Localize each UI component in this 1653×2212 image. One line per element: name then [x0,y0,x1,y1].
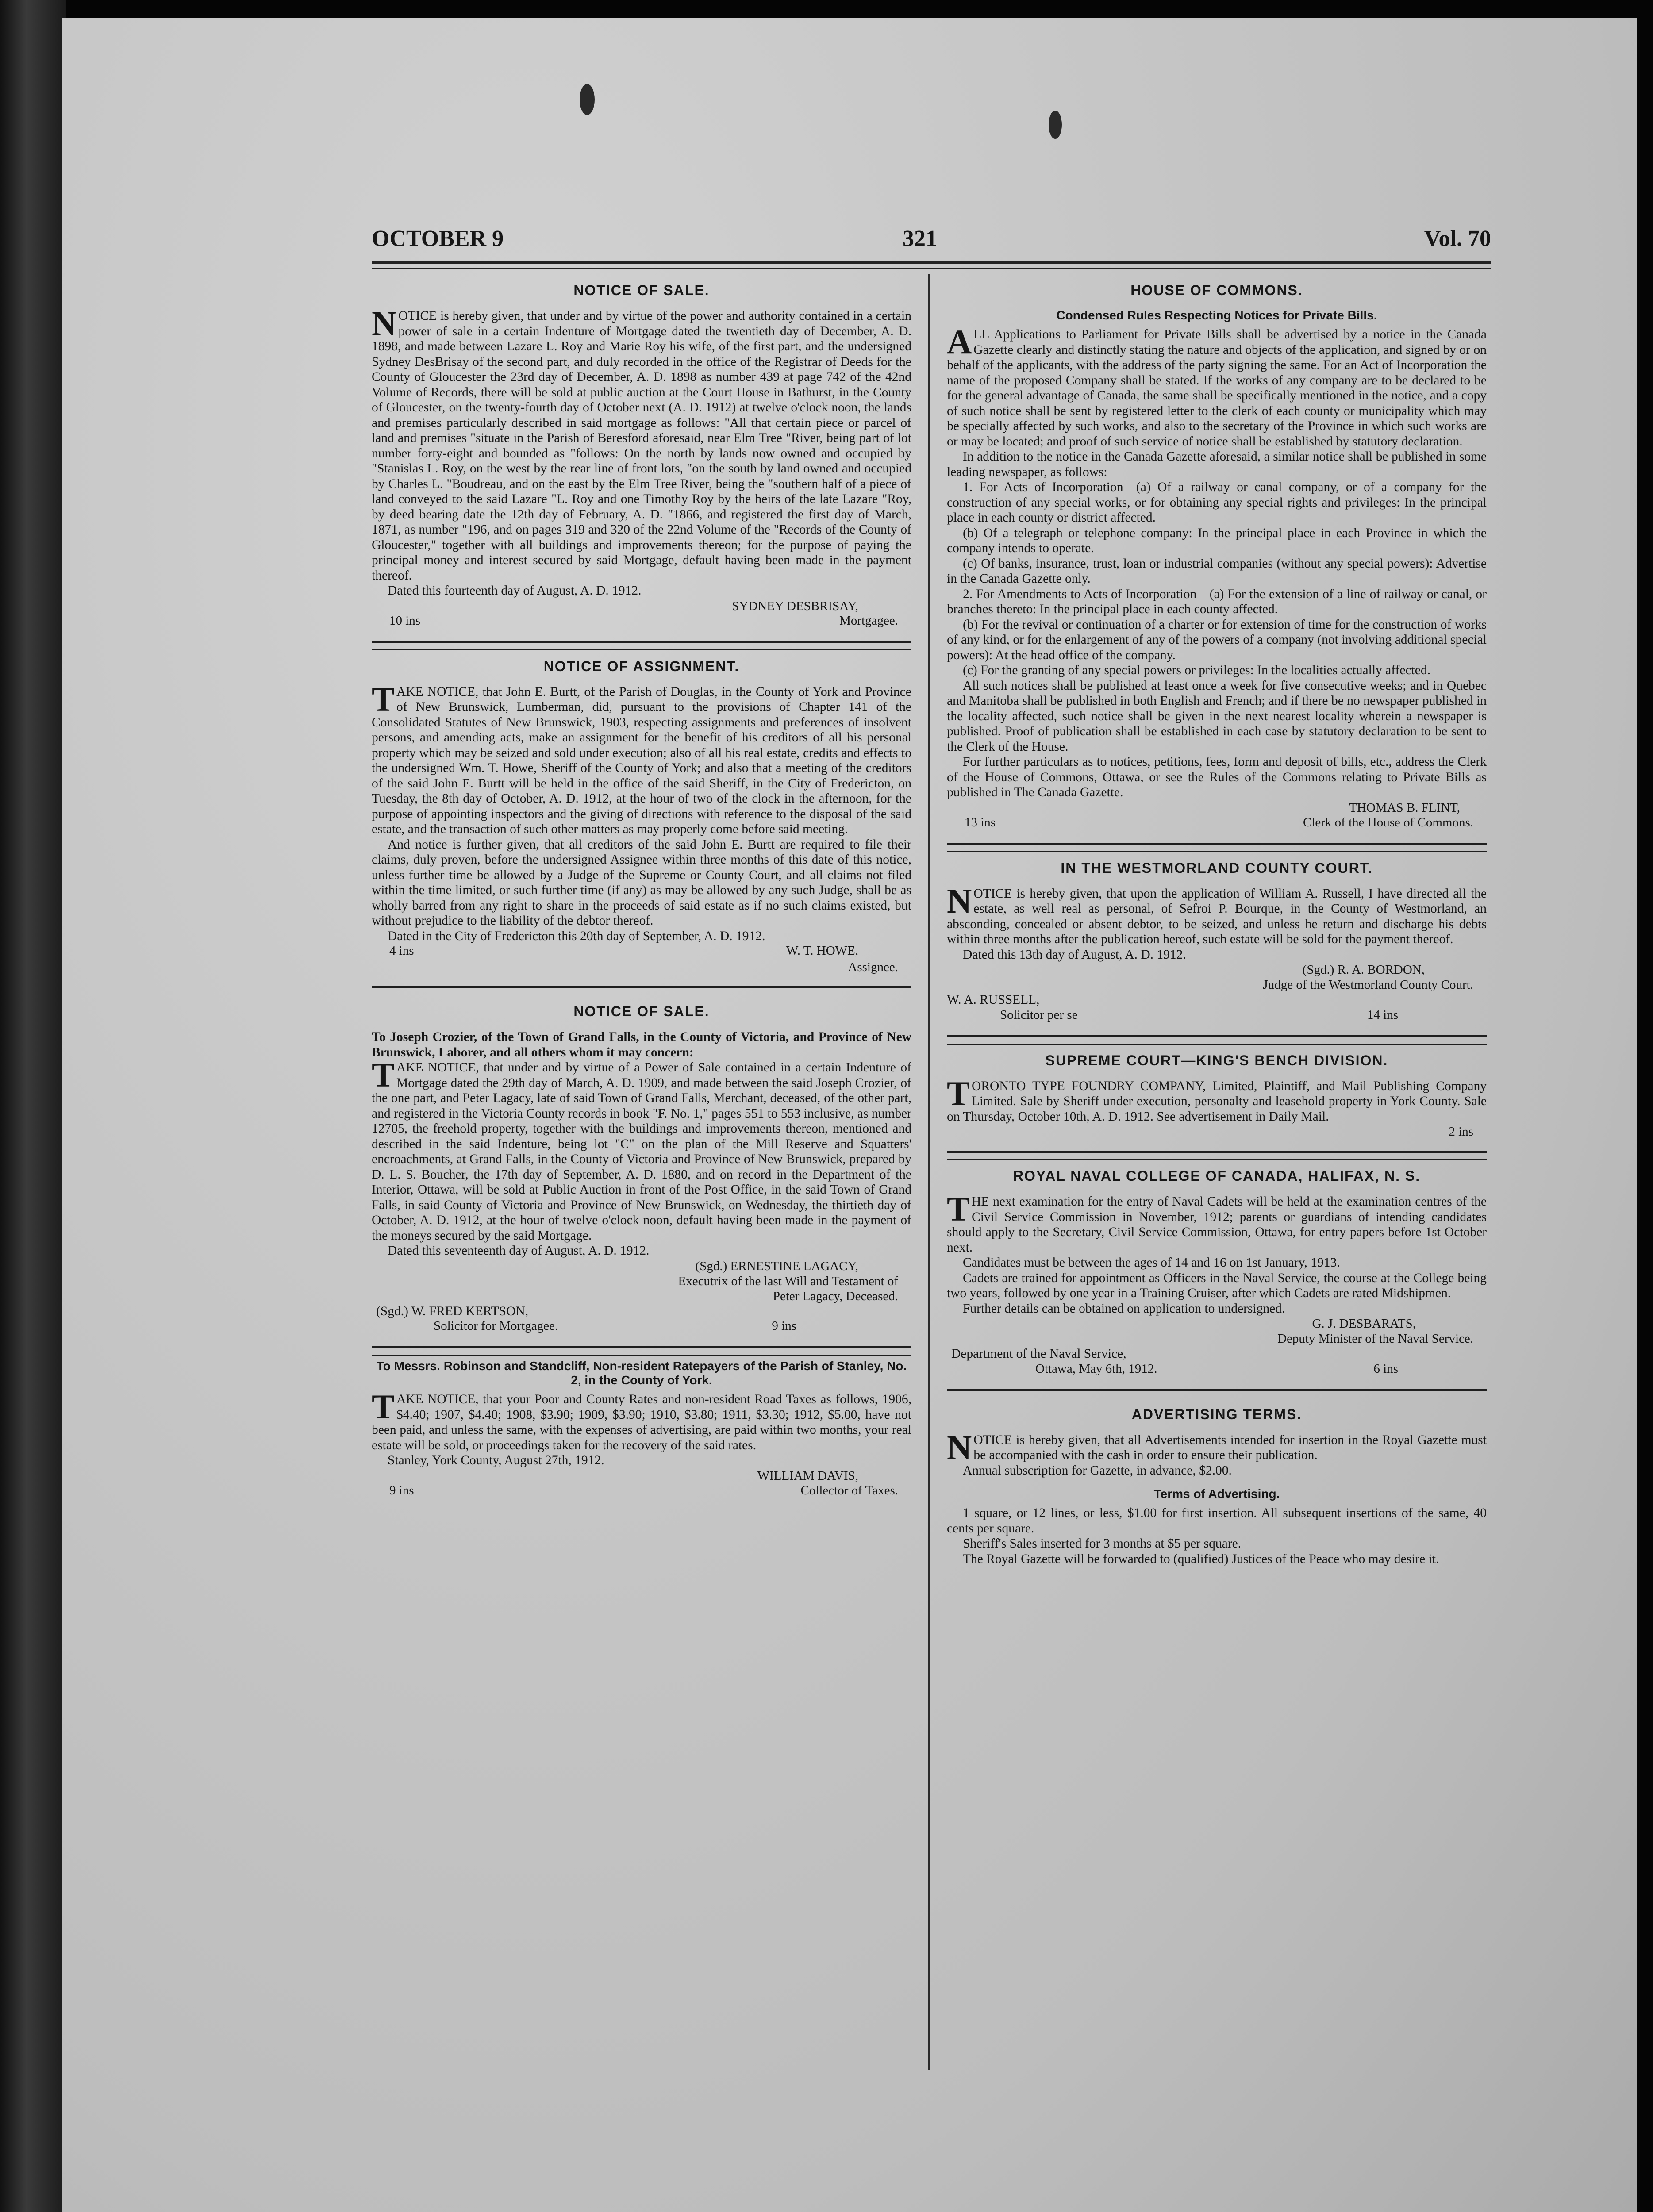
ink-mark [1049,111,1062,139]
left-column [372,274,911,1499]
notice-supreme-court [947,1052,1487,1140]
ink-mark [580,84,595,115]
notice-body: AKE NOTICE, that under and by virtue of a Power of Sale contained in a certain Indenture of Mortgage dated the 29th day of March, A. D. 1909, and made between the said Joseph Crozier, of the one part, and Peter Lagacy, late of said Town of Grand Falls, Merchant, deceased, of the other part, and registered in the Victoria County records in book "F. No. 1," pages 551 to 553 inclusive, as number 12705, the freehold property, together with the buildings and improvements thereon, mentioned and described in the said Indenture, being lot "C" on the plan of the Mill Reserve and Squatters' encroachments, at Grand Falls, in the County of Victoria and Province of New Brunswick, prepared by D. L. S. Boucher, the 17th day of September, A. D. 1880, and on record in the Department of the Interior, Ottawa, will be sold at Public Auction in front of the Post Office, in the said Town of Grand Falls, in said County of Victoria and Province of New Brunswick, on Wednesday, the thirtieth day of October, A. D. 1912, at the hour of twelve o'clock noon, default having been made in the payment of the moneys secured by the said Mortgage. [372,1060,911,1243]
solicitor-role: Solicitor per se [1000,1007,1078,1022]
notice-paragraph: (c) For the granting of any special powers or privileges: In the localities actually affected. [963,663,1430,677]
department-line: Department of the Naval Service, [951,1347,1126,1361]
notice-paragraph: All such notices shall be published at least once a week for five consecutive weeks; and in Quebec and Manitoba shall be published in both English and French; and if there be no newspaper published in the locality affected, such notice shall be given in the next nearest locality wherein a newspaper is published. Proof of publication shall be established in each case by statutory declaration to be sent to the Clerk of the House. [947,678,1487,754]
notice-paragraph: In addition to the notice in the Canada Gazette aforesaid, a similar notice shall be published in some leading newspaper, as follows: [947,449,1487,479]
notice-body: LL Applications to Parliament for Private Bills shall be advertised by a notice in the Canada Gazette clearly and distinctly stating the nature and objects of the application, and signed by or on behalf of the applicants, with the address of the party signing the same. For an Act of Incorporation the name of the proposed Company shall be stated. If the works of any company are to be declared to be for the general advantage of Canada, the same shall be specifically mentioned in the notice, and a copy of such notice shall be sent by registered letter to the clerk of each county or municipality which may be specially affected by such works, and also to the secretary of the Province in which such works are or may be located; and proof of such service of notice shall be established by statutory declaration. [947,327,1487,449]
drop-cap: T [372,1056,395,1094]
header-rule [372,261,1491,269]
notice-body: OTICE is hereby given, that upon the application of William A. Russell, I have directed all the estate, as well real as personal, of Sefroi P. Bourque, in the County of Westmorland, an absconding, concealed or absent debtor, to be seized, and unless he return and discharge his debts within three months after the publication hereof, such estate will be sold for the payment thereof. [947,886,1487,946]
section-rule [947,1151,1487,1160]
notice-title: HOUSE OF COMMONS. [1130,282,1303,298]
notice-title: ROYAL NAVAL COLLEGE OF CANADA, HALIFAX, N. S. [1013,1168,1421,1184]
notice-of-sale-crozier [372,1003,911,1335]
column-divider [928,274,930,2070]
section-rule [947,1035,1487,1045]
section-rule [947,1389,1487,1398]
notice-stanley-taxes [372,1359,911,1499]
notice-subtitle: Terms of Advertising. [1153,1487,1280,1501]
drop-cap: N [947,881,972,920]
notice-title: IN THE WESTMORLAND COUNTY COURT. [1061,860,1373,876]
header-date: OCTOBER 9 [372,226,504,251]
section-rule [372,986,911,995]
notice-signer: THOMAS B. FLINT, [1349,800,1460,815]
header-page-number: 321 [903,226,937,251]
notice-dated: Dated this seventeenth day of August, A. D. 1912. [388,1244,650,1258]
drop-cap: T [947,1190,970,1228]
notice-body-continued: And notice is further given, that all creditors of the said John E. Burtt are required to file their claims, duly proven, before the undersigned Assignee within three months of this date of this notice, unless further time be allowed by a Judge of the Supreme or County Court, and all claims not filed within the time limited, or such further time (if any) as may be allowed by any such Judge, shall be as wholly barred from any right to share in the proceeds of said estate as if no such claims existed, but without prejudice to the liability of the debtor thereof. [372,837,911,928]
notice-signer: SYDNEY DESBRISAY, [732,599,858,613]
notice-paragraph: Sheriff's Sales inserted for 3 months at $5 per square. [963,1536,1242,1551]
drop-cap: T [372,1387,395,1426]
notice-paragraph: (b) Of a telegraph or telephone company: In the principal place in each Province in which the company intends to operate. [947,526,1487,555]
notice-size: 10 ins [389,613,421,628]
notice-title: NOTICE OF ASSIGNMENT. [543,658,740,674]
drop-cap: N [947,1428,972,1467]
drop-cap: T [947,1074,970,1113]
notice-paragraph: Candidates must be between the ages of 14 and 16 on 1st January, 1913. [963,1256,1340,1270]
notice-role: Judge of the Westmorland County Court. [1263,978,1473,992]
notice-title: NOTICE OF SALE. [573,282,710,298]
notice-dated: Stanley, York County, August 27th, 1912. [388,1453,604,1467]
notice-role: Peter Lagacy, Deceased. [773,1289,898,1303]
section-rule [372,1346,911,1356]
notice-paragraph: Further details can be obtained on application to undersigned. [963,1301,1285,1316]
notice-advertising-terms [947,1406,1487,1567]
notice-role: Deputy Minister of the Naval Service. [1277,1332,1473,1346]
drop-cap: N [372,304,397,342]
header-volume: Vol. 70 [1424,226,1491,251]
place-date: Ottawa, May 6th, 1912. [1035,1361,1157,1376]
notice-title: NOTICE OF SALE. [573,1003,710,1019]
notice-size: 9 ins [389,1483,414,1498]
solicitor-role: Solicitor for Mortgagee. [434,1319,558,1333]
notice-of-sale-desbrisay [372,282,911,630]
notice-role: Executrix of the last Will and Testament of [678,1274,898,1288]
notice-size: 4 ins [389,944,414,958]
notice-title: SUPREME COURT—KING'S BENCH DIVISION. [1045,1052,1388,1068]
notice-westmorland-court [947,860,1487,1024]
notice-paragraph: 1 square, or 12 lines, or less, $1.00 for first insertion. All subsequent insertions of the same, 40 cents per square. [947,1506,1487,1536]
solicitor-name: W. A. RUSSELL, [947,993,1040,1007]
right-column [947,274,1487,1567]
notice-size: 14 ins [1367,1007,1398,1022]
notice-dated: Dated in the City of Fredericton this 20th day of September, A. D. 1912. [388,929,765,943]
book-binding-edge [0,0,66,2212]
notice-signer: G. J. DESBARATS, [1312,1317,1416,1331]
notice-size: 13 ins [965,815,996,830]
notice-body: ORONTO TYPE FOUNDRY COMPANY, Limited, Plaintiff, and Mail Publishing Company Limited. Sale by Sheriff under execution, personalty and leasehold property in York County. Sale on Thursday, October 10th, A. D. 1912. See advertisement in Daily Mail. [947,1079,1487,1124]
notice-signer: (Sgd.) ERNESTINE LAGACY, [695,1259,858,1273]
notice-body: OTICE is hereby given, that under and by virtue of the power and authority contained in a certain power of sale in a certain Indenture of Mortgage dated the twentieth day of December, A. D. 1898, and made between Lazare L. Roy and Marie Roy his wife, of the first part, and the undersigned Sydney DesBrisay of the second part, and duly recorded in the office of the Registrar of Deeds for the County of Gloucester the 23rd day of December, A. D. 1898 as number 439 at page 742 of the 42nd Volume of Records, there will be sold at public auction at the Court House in Bathurst, in the County of Gloucester, on the twenty-fourth day of October next (A. D. 1912) at twelve o'clock noon, the lands and premises particularly described in said mortgage as follows: "All that certain piece or parcel of land and premises "situate in the Parish of Beresford aforesaid, near Elm Tree "River, being part of lot number forty-eight and bounded as "follows: On the north by lands now owned and occupied by "Stanislas L. Roy, on the west by the rear line of front lots, "on the south by land owned and occupied by Charles L. "Boudreau, and on the east by the Elm Tree River, being the "southern half of a piece of land conveyed to the said Lazare "L. Roy and one Timothy Roy by the heirs of the late Lazare "Roy, by deed bearing date the 12th day of February, A. D. "1866, and registered the first day of March, 1871, as number "196, and on pages 319 and 320 of the 22nd Volume of the "Records of the County of Gloucester," together with all buildings and improvements thereon; for the purpose of paying the principal money and interest secured by said Mortgage, default having been made in the payment thereof. [372,309,911,583]
notice-paragraph: Annual subscription for Gazette, in advance, $2.00. [963,1463,1232,1478]
notice-size: 2 ins [1449,1125,1473,1139]
page-content [372,221,1491,2070]
notice-naval-college [947,1168,1487,1378]
drop-cap: T [372,680,395,718]
notice-signer: W. T. HOWE, [786,944,858,958]
notice-title: To Messrs. Robinson and Standcliff, Non-resident Ratepayers of the Parish of Stanley, No. 2, in the County of York. [376,1359,907,1387]
notice-addressee: To Joseph Crozier, of the Town of Grand Falls, in the County of Victoria, and Province of New Brunswick, Laborer, and all others whom it may concern: [372,1030,911,1060]
notice-dated: Dated this fourteenth day of August, A. D. 1912. [388,584,642,598]
notice-paragraph: For further particulars as to notices, petitions, fees, form and deposit of bills, etc., address the Clerk of the House of Commons, Ottawa, or see the Rules of the Commons relating to Private Bills as published in The Canada Gazette. [947,755,1487,799]
notice-role: Assignee. [848,960,898,974]
notice-signer: WILLIAM DAVIS, [757,1468,858,1483]
section-rule [947,843,1487,852]
notice-size: 9 ins [772,1319,796,1333]
notice-role: Collector of Taxes. [800,1483,898,1498]
drop-cap: A [947,323,972,361]
notice-paragraph: 1. For Acts of Incorporation—(a) Of a railway or canal company, or of a company for the construction of any special works, or for obtaining any special rights and privileges: In the principal place in each county or district affected. [947,480,1487,525]
notice-body: AKE NOTICE, that your Poor and County Rates and non-resident Road Taxes as follows, 1906, $4.40; 1907, $4.40; 1908, $3.90; 1909, $3.90; 1910, $3.80; 1911, $3.30; 1912, $5.00, have not been paid, and unless the same, with the expenses of advertising, are paid within two months, your real estate will be sold, or proceedings taken for the recovery of the said rates. [372,1392,911,1452]
notice-signer: (Sgd.) R. A. BORDON, [1302,963,1425,977]
section-rule [372,641,911,650]
notice-role: Clerk of the House of Commons. [1303,815,1473,830]
notice-size: 6 ins [1373,1361,1398,1376]
notice-paragraph: (b) For the revival or continuation of a charter or for extension of time for the construction of works of any kind, or for the enlargement of any of the powers of a company (not involving additional special powers): At the head office of the company. [947,617,1487,662]
notice-subtitle: Condensed Rules Respecting Notices for Private Bills. [1056,308,1377,322]
notice-dated: Dated this 13th day of August, A. D. 1912. [963,947,1186,962]
notice-house-of-commons [947,282,1487,831]
notice-paragraph: (c) Of banks, insurance, trust, loan or industrial companies (without any special powers): Advertise in the Canada Gazette only. [947,556,1487,586]
notice-body: HE next examination for the entry of Naval Cadets will be held at the examination centres of the Civil Service Commission in November, 1912; parents or guardians of intending candidates should apply to the Secretary, Civil Service Commission, Ottawa, for entry papers before 1st October next. [947,1194,1487,1255]
solicitor-name: (Sgd.) W. FRED KERTSON, [376,1304,529,1318]
notice-of-assignment [372,658,911,975]
notice-role: Mortgagee. [839,613,898,628]
notice-paragraph: The Royal Gazette will be forwarded to (qualified) Justices of the Peace who may desire it. [963,1551,1439,1566]
notice-body: AKE NOTICE, that John E. Burtt, of the Parish of Douglas, in the County of York and Province of New Brunswick, Lumberman, did, pursuant to the provisions of Chapter 141 of the Consolidated Statutes of New Brunswick, 1903, respecting assignments and preferences of insolvent persons, and amending acts, make an assignment for the benefit of his creditors of all his personal property which may be seized and sold under execution; also of all his real estate, credits and effects to the undersigned Wm. T. Howe, Sheriff of the County of York; and also that a meeting of the creditors of the said John E. Burtt will be held in the office of the said Sheriff, in the City of Fredericton, on Tuesday, the 8th day of October, A. D. 1912, at the hour of two of the clock in the afternoon, for the purpose of appointing inspectors and the giving of directions with reference to the disposal of the said estate, and the transaction of such other matters as may properly come before said meeting. [372,684,911,836]
notice-paragraph: Cadets are trained for appointment as Officers in the Naval Service, the course at the College being two years, followed by one year in a Training Cruiser, after which Cadets are rated Midshipmen. [947,1271,1487,1300]
notice-body: OTICE is hereby given, that all Advertisements intended for insertion in the Royal Gazette must be accompanied with the cash in order to ensure their publication. [973,1432,1487,1462]
notice-title: ADVERTISING TERMS. [1131,1406,1302,1422]
notice-paragraph: 2. For Amendments to Acts of Incorporation—(a) For the extension of a line of railway or canal, or branches thereto: In the principal place in each county affected. [947,587,1487,616]
page-header [372,221,1491,257]
